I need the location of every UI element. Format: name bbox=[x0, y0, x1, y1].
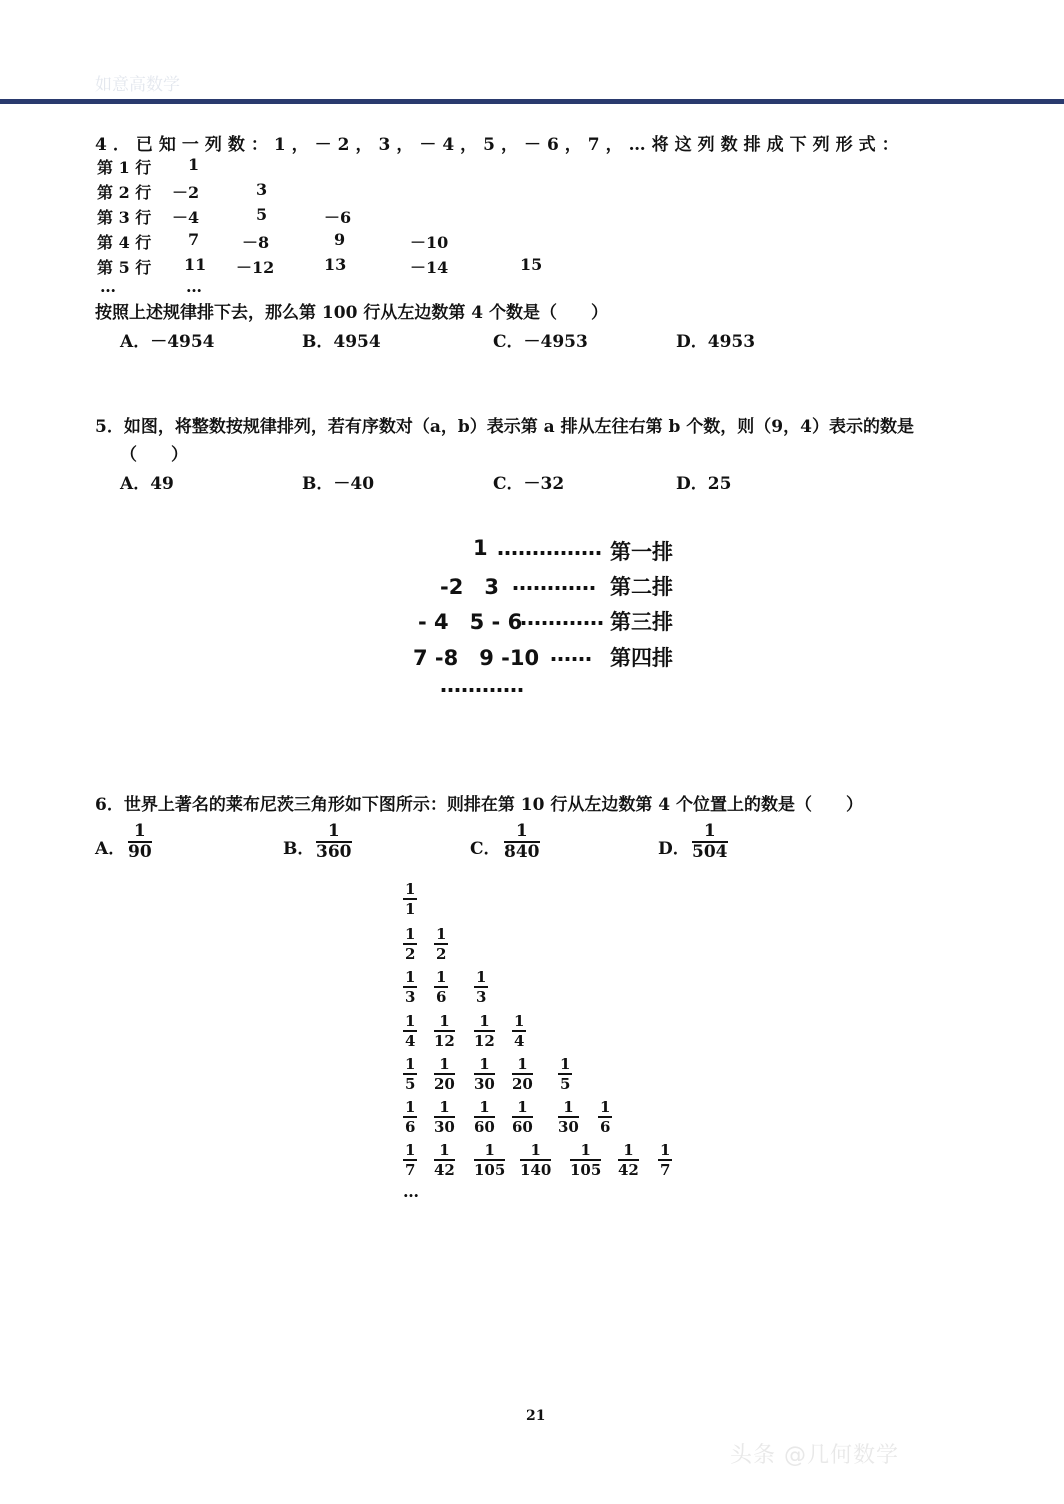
fraction-denominator: 4 bbox=[514, 1031, 525, 1050]
q4-cell: 3 bbox=[256, 180, 268, 199]
triangle-fraction bbox=[558, 1098, 579, 1136]
fraction-numerator: 1 bbox=[580, 1141, 591, 1159]
fraction-numerator: 1 bbox=[479, 1055, 490, 1073]
triangle-fraction bbox=[474, 1012, 495, 1050]
q6-option-d-fraction: 1 504 bbox=[692, 821, 728, 862]
triangle-fraction bbox=[403, 1141, 417, 1179]
q4-row-label: 第 3 行 bbox=[97, 208, 152, 227]
triangle-fraction bbox=[434, 1098, 455, 1136]
q4-cell: 13 bbox=[324, 255, 347, 274]
q4-option-d: D．4953 bbox=[676, 332, 756, 352]
q4-cell: 5 bbox=[256, 205, 268, 224]
q5-stem: 5．如图，将整数按规律排列，若有序数对（a，b）表示第 a 排从左往右第 b 个数，则（9，4）表示的数是 bbox=[95, 417, 914, 437]
q5-option-a: A．49 bbox=[120, 474, 174, 494]
fraction-denominator: 2 bbox=[405, 944, 416, 963]
q4-option-c: C．－4953 bbox=[493, 332, 588, 352]
fraction-denominator: 6 bbox=[405, 1117, 416, 1136]
fig-row-numbers: -2 3 bbox=[440, 575, 499, 599]
fraction-denominator: 3 bbox=[405, 987, 416, 1006]
q5-option-b: B．－40 bbox=[302, 474, 375, 494]
fraction-denominator: 6 bbox=[436, 987, 447, 1006]
fraction-numerator: 1 bbox=[479, 1012, 490, 1030]
fraction-denominator: 7 bbox=[660, 1160, 671, 1179]
q4-question: 按照上述规律排下去，那么第 100 行从左边数第 4 个数是（ ） bbox=[95, 303, 608, 323]
fraction-denominator: 1 bbox=[405, 899, 416, 918]
triangle-fraction bbox=[434, 968, 448, 1006]
fraction-denominator: 4 bbox=[405, 1031, 416, 1050]
fig-row-label: 第三排 bbox=[610, 610, 673, 634]
q4-cell: 11 bbox=[184, 255, 207, 274]
fraction-numerator: 1 bbox=[563, 1098, 574, 1116]
fraction-denominator: 60 bbox=[474, 1117, 495, 1136]
header-rule bbox=[0, 99, 1064, 104]
fraction-denominator: 20 bbox=[512, 1074, 533, 1093]
q4-cell: －12 bbox=[236, 258, 275, 277]
fraction-numerator: 1 bbox=[479, 1098, 490, 1116]
fraction-numerator: 1 bbox=[405, 880, 416, 898]
q5-option-c: C．－32 bbox=[493, 474, 565, 494]
fig-row-dots: ………… bbox=[512, 571, 596, 595]
fraction-denominator: 60 bbox=[512, 1117, 533, 1136]
triangle-fraction bbox=[434, 925, 448, 963]
q4-cell: －4 bbox=[172, 208, 200, 227]
fig-row-dots: …… bbox=[550, 642, 592, 666]
fraction-numerator: 1 bbox=[560, 1055, 571, 1073]
triangle-fraction bbox=[598, 1098, 612, 1136]
triangle-fraction bbox=[474, 968, 488, 1006]
fraction-numerator: 1 bbox=[623, 1141, 634, 1159]
triangle-fraction bbox=[434, 1012, 455, 1050]
fraction-denominator: 2 bbox=[436, 944, 447, 963]
fraction-denominator: 7 bbox=[405, 1160, 416, 1179]
q4-cell: 7 bbox=[188, 230, 200, 249]
q5-option-d: D．25 bbox=[676, 474, 732, 494]
q4-cell: －14 bbox=[410, 258, 449, 277]
triangle-fraction bbox=[403, 968, 417, 1006]
triangle-fraction bbox=[570, 1141, 601, 1179]
fraction-numerator: 1 bbox=[660, 1141, 671, 1159]
fraction-numerator: 1 bbox=[517, 1055, 528, 1073]
q4-cell: －6 bbox=[324, 208, 352, 227]
q4-cell: 1 bbox=[188, 155, 200, 174]
fraction-numerator: 1 bbox=[405, 968, 416, 986]
triangle-fraction bbox=[512, 1098, 533, 1136]
fraction-denominator: 42 bbox=[434, 1160, 455, 1179]
fraction-denominator: 3 bbox=[476, 987, 487, 1006]
q4-stem: 4．已知一列数：1，－2，3，－4，5，－6，7，…将这列数排成下列形式： bbox=[95, 135, 905, 155]
fraction-denominator: 30 bbox=[434, 1117, 455, 1136]
fraction-denominator: 105 bbox=[570, 1160, 602, 1179]
fraction-denominator: 5 bbox=[560, 1074, 571, 1093]
triangle-fraction bbox=[618, 1141, 639, 1179]
triangle-fraction bbox=[512, 1012, 526, 1050]
fig-tail-dots: ………… bbox=[440, 673, 524, 697]
fraction-numerator: 1 bbox=[484, 1141, 495, 1159]
fraction-numerator: 1 bbox=[530, 1141, 541, 1159]
fig-row-numbers: 1 bbox=[473, 536, 488, 560]
fraction-numerator: 1 bbox=[405, 1055, 416, 1073]
fraction-numerator: 1 bbox=[436, 968, 447, 986]
q4-cell: 15 bbox=[520, 255, 543, 274]
fraction-numerator: 1 bbox=[405, 1141, 416, 1159]
fraction-denominator: 30 bbox=[474, 1074, 495, 1093]
fraction-numerator: 1 bbox=[517, 1098, 528, 1116]
q6-option-d-letter: D． bbox=[658, 839, 690, 859]
triangle-fraction bbox=[520, 1141, 551, 1179]
watermark: 头条 @几何数学 bbox=[730, 1443, 899, 1468]
q4-row-label: 第 4 行 bbox=[97, 233, 152, 252]
triangle-fraction bbox=[403, 1055, 417, 1093]
triangle-fraction bbox=[403, 880, 417, 918]
q4-cell: －8 bbox=[242, 233, 270, 252]
q4-ellipsis: … bbox=[186, 277, 202, 296]
q6-option-a-letter: A． bbox=[95, 839, 126, 859]
triangle-fraction bbox=[434, 1141, 455, 1179]
fraction-numerator: 1 bbox=[405, 925, 416, 943]
fraction-denominator: 12 bbox=[474, 1031, 495, 1050]
triangle-fraction bbox=[403, 1098, 417, 1136]
q4-cell: －10 bbox=[410, 233, 449, 252]
triangle-fraction bbox=[474, 1098, 495, 1136]
triangle-ellipsis: … bbox=[403, 1182, 419, 1201]
fraction-numerator: 1 bbox=[405, 1098, 416, 1116]
q6-option-c-fraction: 1 840 bbox=[504, 821, 540, 862]
page-number: 21 bbox=[526, 1408, 546, 1424]
fraction-denominator: 20 bbox=[434, 1074, 455, 1093]
q6-option-c-letter: C． bbox=[470, 839, 501, 859]
fig-row-numbers: - 4 5 - 6 bbox=[418, 610, 523, 634]
fraction-numerator: 1 bbox=[439, 1098, 450, 1116]
fraction-numerator: 1 bbox=[476, 968, 487, 986]
fraction-numerator: 1 bbox=[439, 1055, 450, 1073]
q4-row-label: 第 2 行 bbox=[97, 183, 152, 202]
q4-option-a: A．－4954 bbox=[120, 332, 215, 352]
fraction-numerator: 1 bbox=[405, 1012, 416, 1030]
fraction-denominator: 105 bbox=[474, 1160, 506, 1179]
q6-option-b-letter: B． bbox=[283, 839, 315, 859]
q4-ellipsis: … bbox=[100, 277, 116, 296]
q6-option-a-fraction: 1 90 bbox=[128, 821, 152, 862]
q6-stem: 6．世界上著名的莱布尼茨三角形如下图所示：则排在第 10 行从左边数第 4 个位置上的数是（ ） bbox=[95, 795, 863, 815]
fraction-denominator: 6 bbox=[600, 1117, 611, 1136]
triangle-fraction bbox=[403, 925, 417, 963]
fraction-numerator: 1 bbox=[439, 1012, 450, 1030]
triangle-fraction bbox=[474, 1141, 505, 1179]
triangle-fraction bbox=[658, 1141, 672, 1179]
triangle-fraction bbox=[403, 1012, 417, 1050]
header-title: 如意高数学 bbox=[95, 75, 180, 95]
q5-stem-paren: （ ） bbox=[120, 445, 188, 465]
fraction-numerator: 1 bbox=[514, 1012, 525, 1030]
q6-option-b-fraction: 1 360 bbox=[316, 821, 352, 862]
q4-row-label: 第 5 行 bbox=[97, 258, 152, 277]
fig-row-label: 第四排 bbox=[610, 646, 673, 670]
fig-row-dots: …………… bbox=[497, 536, 602, 560]
fig-row-numbers: 7 -8 9 -10 bbox=[413, 646, 540, 670]
fraction-numerator: 1 bbox=[439, 1141, 450, 1159]
triangle-fraction bbox=[512, 1055, 533, 1093]
q4-cell: －2 bbox=[172, 183, 200, 202]
fraction-numerator: 1 bbox=[436, 925, 447, 943]
triangle-fraction bbox=[558, 1055, 572, 1093]
fraction-denominator: 42 bbox=[618, 1160, 639, 1179]
fig-row-label: 第一排 bbox=[610, 540, 673, 564]
q4-option-b: B．4954 bbox=[302, 332, 381, 352]
q4-cell: 9 bbox=[334, 230, 346, 249]
fraction-numerator: 1 bbox=[600, 1098, 611, 1116]
q4-row-label: 第 1 行 bbox=[97, 158, 152, 177]
triangle-fraction bbox=[474, 1055, 495, 1093]
fraction-denominator: 5 bbox=[405, 1074, 416, 1093]
fig-row-label: 第二排 bbox=[610, 575, 673, 599]
triangle-fraction bbox=[434, 1055, 455, 1093]
fraction-denominator: 140 bbox=[520, 1160, 552, 1179]
fig-row-dots: ………… bbox=[520, 606, 604, 630]
fraction-denominator: 30 bbox=[558, 1117, 579, 1136]
fraction-denominator: 12 bbox=[434, 1031, 455, 1050]
